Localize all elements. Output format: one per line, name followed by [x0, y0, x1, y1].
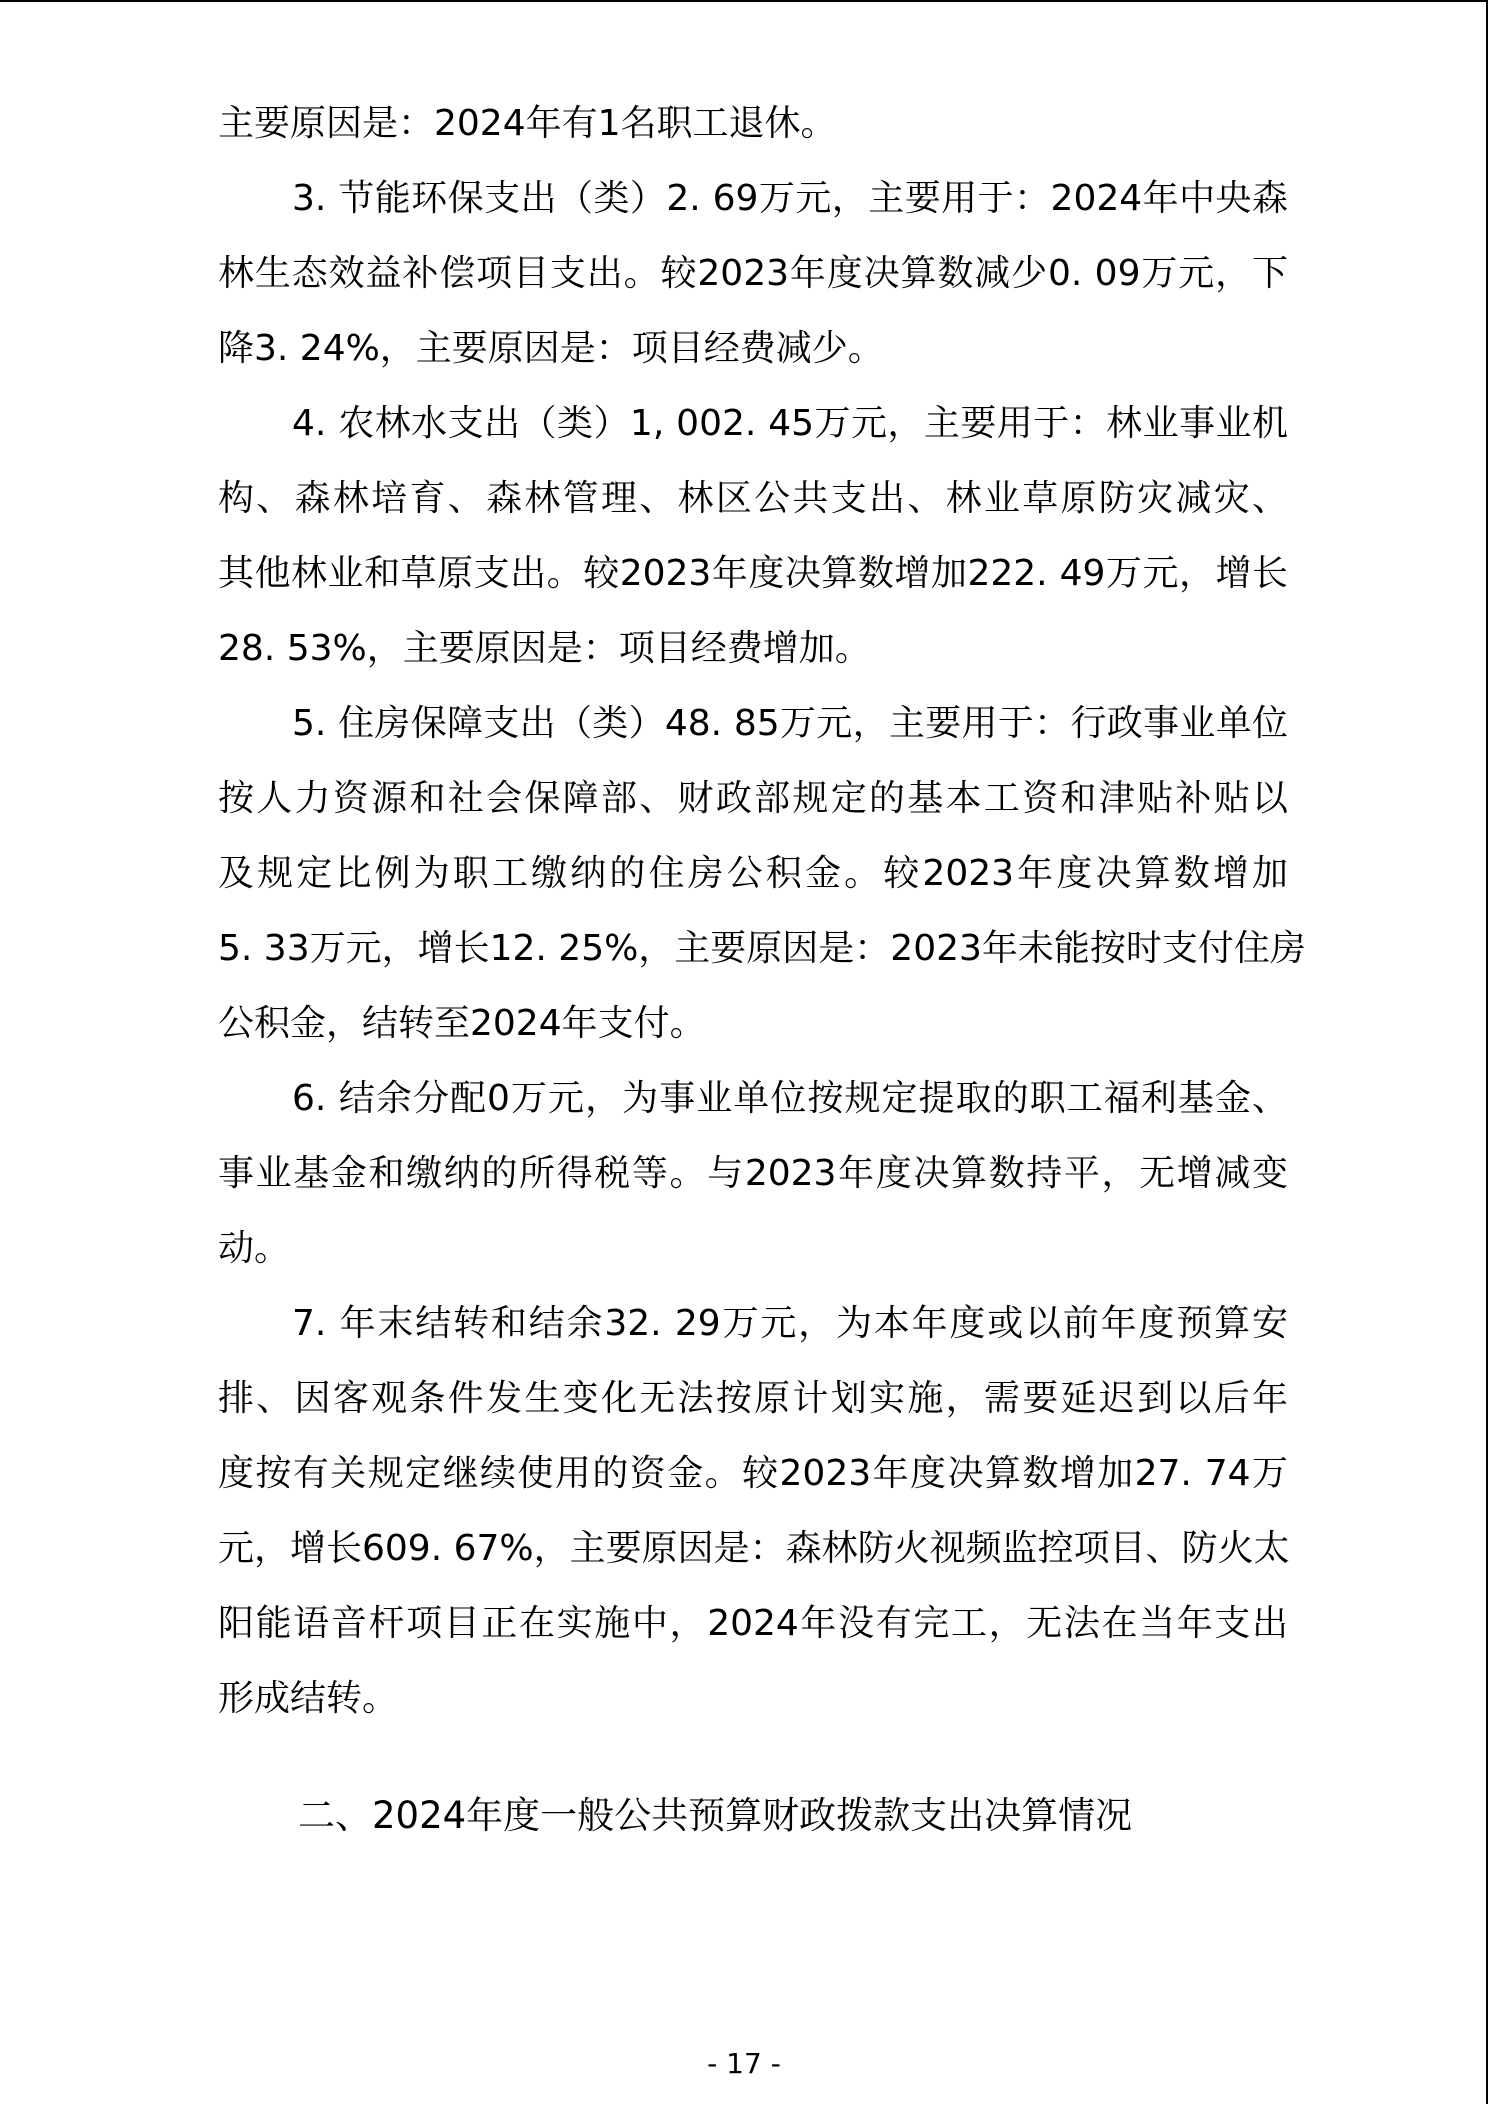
text-line: 排、因客观条件发生变化无法按原计划实施，需要延迟到以后年: [218, 1378, 1288, 1419]
text-line: 元，增长609. 67%，主要原因是：森林防火视频监控项目、防火太: [218, 1528, 1290, 1569]
paragraph-start-line: 6. 结余分配0万元，为事业单位按规定提取的职工福利基金、: [292, 1078, 1288, 1119]
text-line: 其他林业和草原支出。较2023年度决算数增加222. 49万元，增长: [218, 553, 1288, 594]
text-line: 降3. 24%，主要原因是：项目经费减少。: [218, 328, 884, 369]
text-line: 事业基金和缴纳的所得税等。与2023年度决算数持平，无增减变: [218, 1153, 1288, 1194]
text-line: 林生态效益补偿项目支出。较2023年度决算数减少0. 09万元，下: [218, 253, 1288, 294]
text-line: 5. 33万元，增长12. 25%，主要原因是：2023年未能按时支付住房: [218, 928, 1306, 969]
text-line: 28. 53%，主要原因是：项目经费增加。: [218, 628, 871, 669]
text-line: 及规定比例为职工缴纳的住房公积金。较2023年度决算数增加: [218, 853, 1288, 894]
section-heading: 二、2024年度一般公共预算财政拨款支出决算情况: [298, 1794, 1133, 1837]
page-number: - 17 -: [707, 2047, 781, 2080]
paragraph-start-line: 4. 农林水支出（类）1, 002. 45万元，主要用于：林业事业机: [292, 403, 1288, 444]
text-line: 动。: [218, 1228, 291, 1269]
text-line: 阳能语音杆项目正在实施中，2024年没有完工，无法在当年支出: [218, 1603, 1288, 1644]
text-line: 按人力资源和社会保障部、财政部规定的基本工资和津贴补贴以: [218, 778, 1288, 819]
paragraph-start-line: 3. 节能环保支出（类）2. 69万元，主要用于：2024年中央森: [292, 178, 1288, 219]
text-line: 主要原因是：2024年有1名职工退休。: [218, 103, 837, 144]
paragraph-start-line: 7. 年末结转和结余32. 29万元，为本年度或以前年度预算安: [292, 1303, 1288, 1344]
text-line: 构、森林培育、森林管理、林区公共支出、林业草原防灾减灾、: [218, 478, 1288, 519]
paragraph-start-line: 5. 住房保障支出（类）48. 85万元，主要用于：行政事业单位: [292, 703, 1288, 744]
text-line: 形成结转。: [218, 1678, 399, 1719]
text-line: 度按有关规定继续使用的资金。较2023年度决算数增加27. 74万: [218, 1453, 1288, 1494]
text-line: 公积金，结转至2024年支付。: [218, 1003, 706, 1044]
